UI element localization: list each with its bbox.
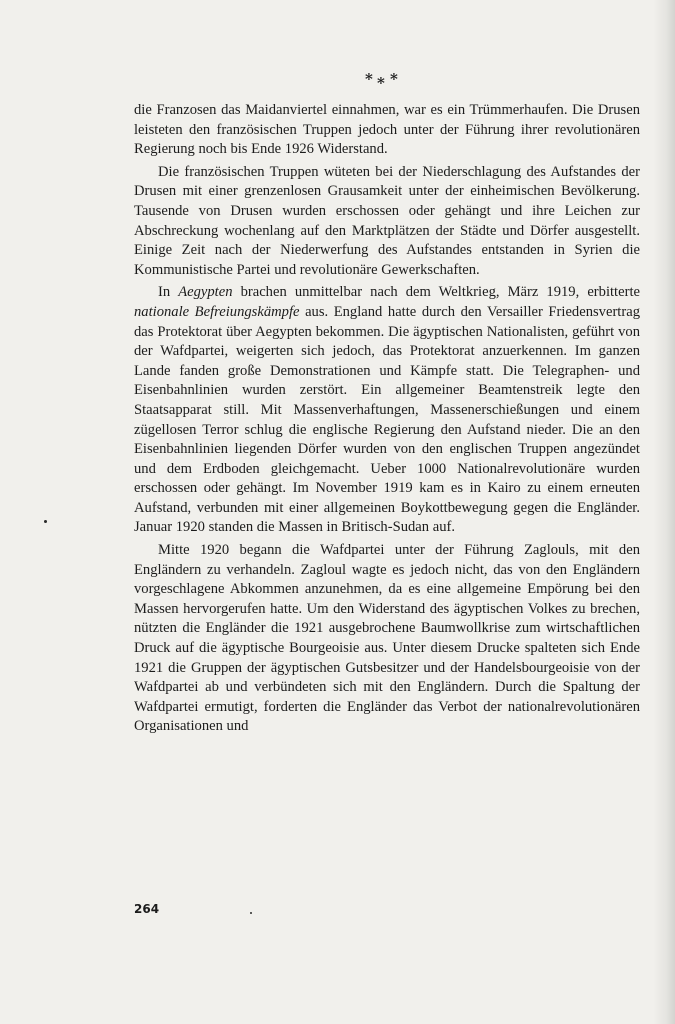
emphasis-text: Aegypten	[178, 284, 233, 301]
paragraph-text: Mitte 1920 begann die Wafdpartei unter der Führung Zaglouls, mit den Engländern zu verhandeln. Zagloul wagte es jedoch nicht, das von den Engländern vorgeschlagene Abkommen anzunehmen, da es eine allgemeine Empörung bei den Massen hervorgerufen hatte. Um den Widerstand des ägyptischen Volkes zu brechen, nützten die Engländer die 1921 ausgebrochene Baumwollkrise zum wirtschaftlichen Druck auf die ägyptische Bourgeoisie aus. Unter diesem Drucke spalteten sich Ende 1921 die Gruppen der ägyptischen Gutsbesitzer und der Handelsbourgeoisie von der Wafdpartei ab und verbündeten sich mit den Engländern. Durch die Spaltung der Wafdpartei ermutigt, forderten die Engländer das Verbot der nationalrevolutionären Organisationen und	[134, 542, 640, 735]
section-ornament	[356, 70, 406, 92]
paragraph	[134, 283, 640, 538]
paragraph-text: Die französischen Truppen wüteten bei der Niederschlagung des Aufstandes der Drusen mit einer grenzenlosen Grausamkeit unter der einheimischen Bevölkerung. Tausende von Drusen wurden erschossen oder gehängt und ihre Leichen zur Abschreckung wochenlang auf den Marktplätzen der Städte und Dörfer ausgestellt. Einige Zeit nach der Niederwerfung des Aufstandes entstanden in Syrien die Kommunistische Partei und revolutionäre Gewerkschaften.	[134, 163, 640, 278]
ornament-star-left: *	[365, 70, 373, 88]
paragraph-text: In	[158, 284, 179, 301]
ornament-star-middle: *	[377, 74, 385, 92]
ornament-star-right: *	[390, 70, 398, 88]
body-text	[134, 101, 640, 737]
paragraph	[134, 541, 640, 737]
print-speck	[44, 520, 47, 523]
page-number: 264	[134, 902, 160, 916]
page-edge-shadow	[653, 0, 675, 1024]
paragraph-text: die Franzosen das Maidanviertel einnahmen, war es ein Trümmerhaufen. Die Drusen leisteten den französischen Truppen jedoch unter der Führung ihrer revolutionären Regierung noch bis Ende 1926 Widerstand.	[134, 102, 640, 158]
paragraph-text: aus. England hatte durch den Versailler Friedensvertrag das Protektorat über Aegypten bekommen. Die ägyptischen Nationalisten, geführt von der Wafdpartei, weigerten sich jedoch, das Protektorat anzuerkennen. Im ganzen Lande fanden große Demonstrationen und Kämpfe statt. Die Telegraphen- und Eisenbahnlinien wurden zerstört. Ein allgemeiner Beamtenstreik legte den Staatsapparat still. Mit Massenverhaftungen, Massenerschießungen und einem zügellosen Terror schlug die englische Regierung den Aufstand nieder. Die an den Eisenbahnlinien liegenden Dörfer wurden von den englischen Truppen angezündet und dem Erdboden gleichgemacht. Ueber 1000 Nationalrevolutionäre wurden erschossen oder gehängt. Im November 1919 kam es in Kairo zu einem erneuten Aufstand, verbunden mit einer allgemeinen Boykottbewegung gegen die Engländer. Januar 1920 standen die Massen in Britisch-Sudan auf.	[134, 303, 641, 536]
paragraph	[134, 101, 640, 160]
emphasis-text: nationale Befreiungskämpfe	[134, 303, 300, 320]
paragraph	[134, 163, 640, 281]
print-speck	[250, 912, 252, 914]
paragraph-text: brachen unmittelbar nach dem Weltkrieg, März 1919, erbitterte	[232, 284, 640, 301]
